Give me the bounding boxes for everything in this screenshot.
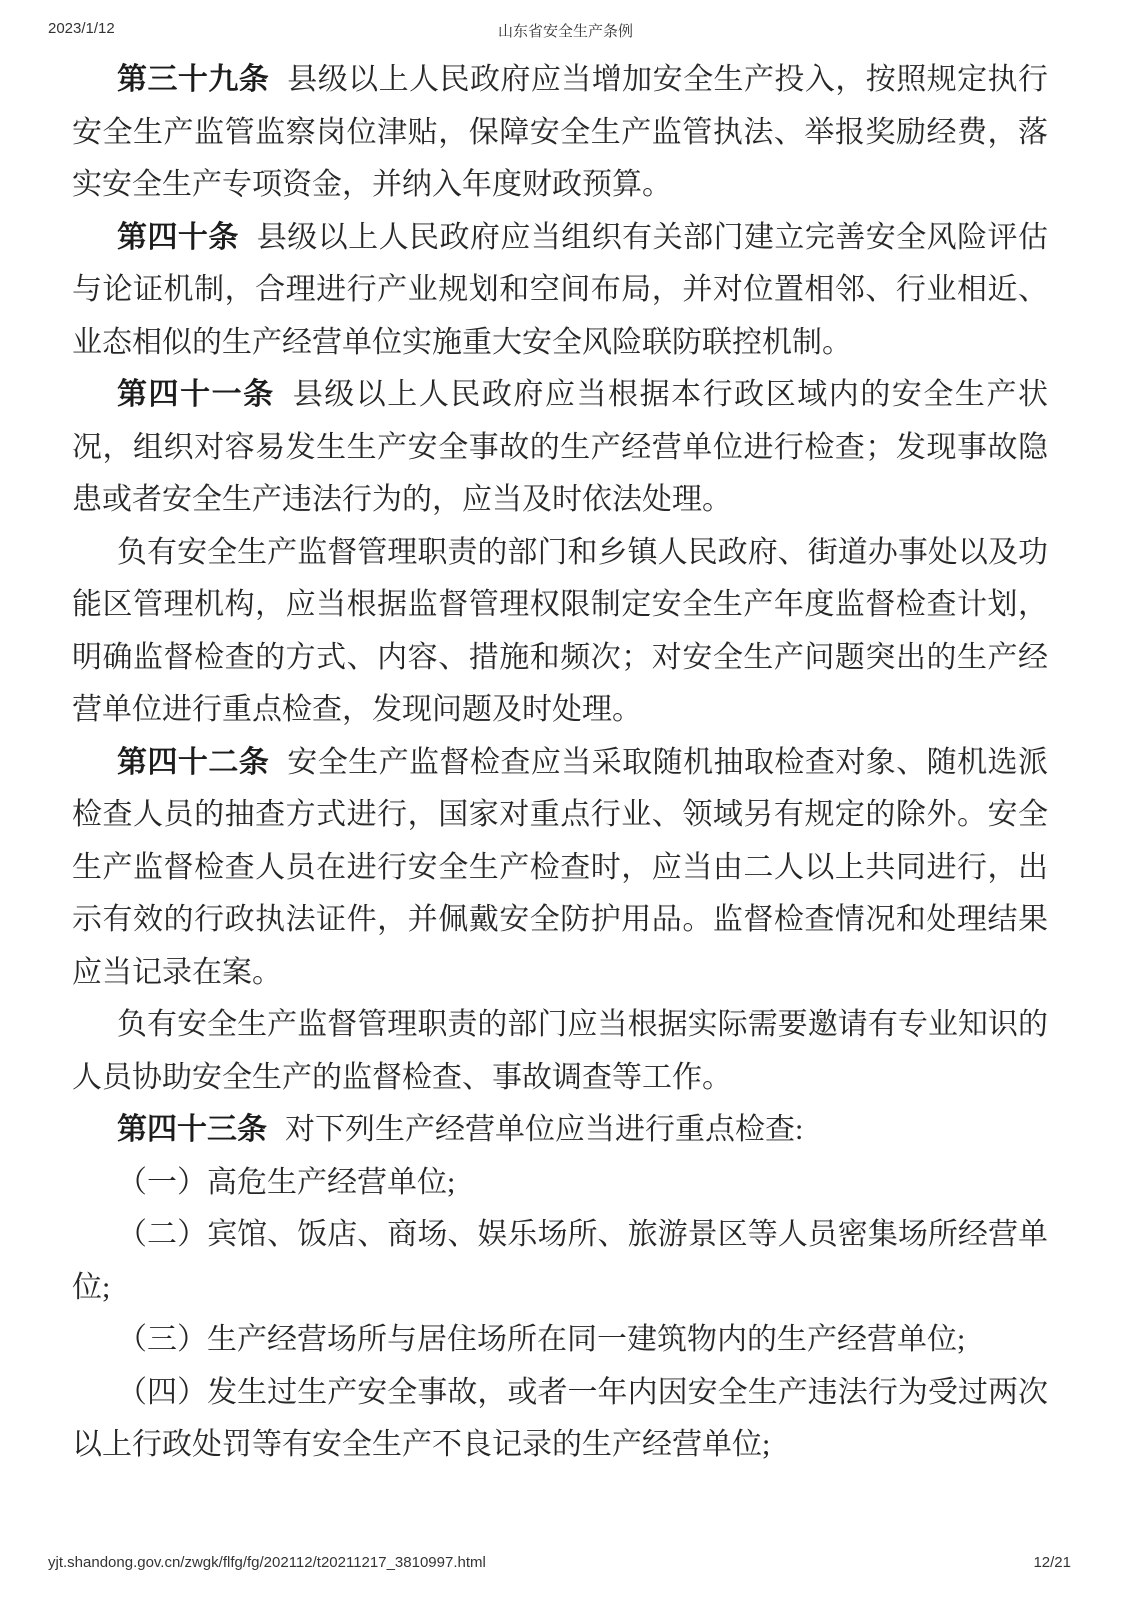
print-footer [48, 1554, 1071, 1574]
article-number: 第三十九条 [117, 63, 270, 96]
document-body [72, 54, 1048, 1472]
paragraph-text: 县级以上人民政府应当增加安全生产投入，按照规定执行安全生产监管监察岗位津贴，保障安全生产监管执法、举报奖励经费，落实安全生产专项资金，并纳入年度财政预算。 [72, 63, 1049, 201]
paragraph [72, 527, 1048, 737]
article-number: 第四十条 [117, 220, 239, 254]
print-header-date: 2023/1/12 [48, 20, 115, 37]
print-header [48, 20, 1083, 40]
article-number: 第四十二条 [117, 745, 270, 779]
paragraph [72, 1104, 1048, 1157]
paragraph-text: （一）高危生产经营单位; [117, 1165, 456, 1199]
paragraph [72, 737, 1048, 1000]
paragraph-text: 县级以上人民政府应当根据本行政区域内的安全生产状况，组织对容易发生生产安全事故的生产经营单位进行检查；发现事故隐患或者安全生产违法行为的，应当及时依法处理。 [72, 378, 1049, 516]
print-footer-page-number: 12/21 [1033, 1554, 1071, 1571]
paragraph-text: （二）宾馆、饭店、商场、娱乐场所、旅游景区等人员密集场所经营单位; [72, 1218, 1048, 1304]
paragraph-text: 负有安全生产监督管理职责的部门和乡镇人民政府、街道办事处以及功能区管理机构，应当根据监督管理权限制定安全生产年度监督检查计划，明确监督检查的方式、内容、措施和频次；对安全生产问题突出的生产经营单位进行重点检查，发现问题及时处理。 [72, 535, 1048, 726]
paragraph-text: 对下列生产经营单位应当进行重点检查: [285, 1113, 804, 1146]
paragraph [72, 212, 1048, 370]
paragraph-text: 县级以上人民政府应当组织有关部门建立完善安全风险评估与论证机制，合理进行产业规划和空间布局，并对位置相邻、行业相近、业态相似的生产经营单位实施重大安全风险联防联控机制。 [72, 220, 1049, 359]
paragraph [72, 1157, 1048, 1210]
paragraph [72, 1314, 1048, 1367]
paragraph [72, 999, 1048, 1104]
paragraph [72, 1367, 1048, 1472]
paragraph-text: 负有安全生产监督管理职责的部门应当根据实际需要邀请有专业知识的人员协助安全生产的监督检查、事故调查等工作。 [72, 1008, 1048, 1094]
article-number: 第四十一条 [117, 378, 275, 411]
print-header-title: 山东省安全生产条例 [497, 23, 633, 40]
article-number: 第四十三条 [117, 1113, 267, 1146]
paragraph [72, 1209, 1048, 1314]
paragraph-text: （四）发生过生产安全事故，或者一年内因安全生产违法行为受过两次以上行政处罚等有安全生产不良记录的生产经营单位; [72, 1375, 1048, 1461]
paragraph-text: 安全生产监督检查应当采取随机抽取检查对象、随机选派检查人员的抽查方式进行，国家对重点行业、领域另有规定的除外。安全生产监督检查人员在进行安全生产检查时，应当由二人以上共同进行，出示有效的行政执法证件，并佩戴安全防护用品。监督检查情况和处理结果应当记录在案。 [72, 745, 1049, 989]
paragraph [72, 369, 1048, 527]
paragraph [72, 54, 1048, 212]
print-footer-url: yjt.shandong.gov.cn/zwgk/flfg/fg/202112/t20211217_3810997.html [48, 1554, 486, 1571]
paragraph-text: （三）生产经营场所与居住场所在同一建筑物内的生产经营单位; [117, 1323, 966, 1356]
